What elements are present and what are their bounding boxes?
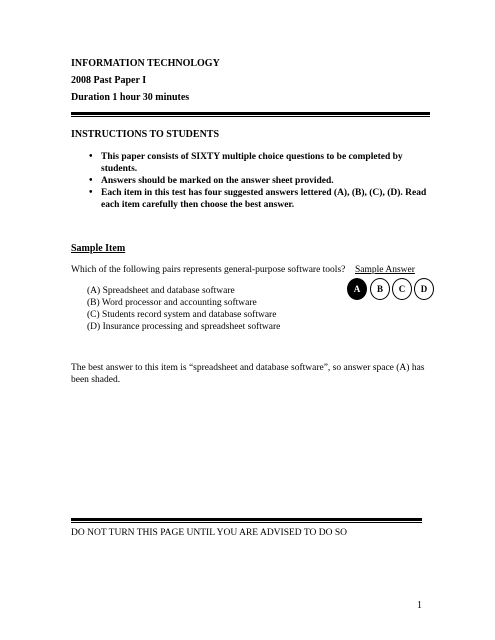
- answer-bubble-b: B: [370, 278, 390, 300]
- option-d: (D) Insurance processing and spreadsheet software: [87, 322, 281, 332]
- option-c: (C) Students record system and database software: [87, 310, 277, 320]
- instructions-heading: INSTRUCTIONS TO STUDENTS: [71, 129, 220, 140]
- sample-heading: Sample Item: [71, 243, 126, 254]
- answer-bubble-c: C: [392, 278, 412, 300]
- instructions-list: [89, 151, 429, 211]
- sample-explanation: The best answer to this item is “spreadsheet and database software”, so answer space (A) has been shaded.: [71, 363, 425, 385]
- option-a: (A) Spreadsheet and database software: [87, 286, 235, 296]
- paper-title: 2008 Past Paper I: [71, 75, 147, 86]
- duration-text: Duration 1 hour 30 minutes: [71, 92, 190, 103]
- instruction-item: • Each item in this test has four suggested answers lettered (A), (B), (C), (D). Read each item carefully then choose the best answer.: [89, 187, 429, 211]
- subject-title: INFORMATION TECHNOLOGY: [71, 58, 220, 69]
- footer-rule-thin: [71, 522, 422, 523]
- option-b: (B) Word processor and accounting software: [87, 298, 257, 308]
- sample-question: Which of the following pairs represents general-purpose software tools?: [71, 265, 346, 275]
- page-number: 1: [417, 600, 422, 611]
- header-rule: [71, 112, 430, 115]
- answer-bubble-d: D: [414, 278, 434, 300]
- footer-notice: DO NOT TURN THIS PAGE UNTIL YOU ARE ADVISED TO DO SO: [71, 528, 347, 538]
- sample-answer-label: Sample Answer: [355, 265, 415, 275]
- header-rule-thin: [71, 116, 430, 117]
- answer-bubble-a: A: [347, 278, 367, 300]
- footer-rule: [71, 518, 422, 521]
- instruction-item: • This paper consists of SIXTY multiple choice questions to be completed by students.: [89, 151, 429, 175]
- instruction-item: • Answers should be marked on the answer sheet provided.: [89, 175, 429, 187]
